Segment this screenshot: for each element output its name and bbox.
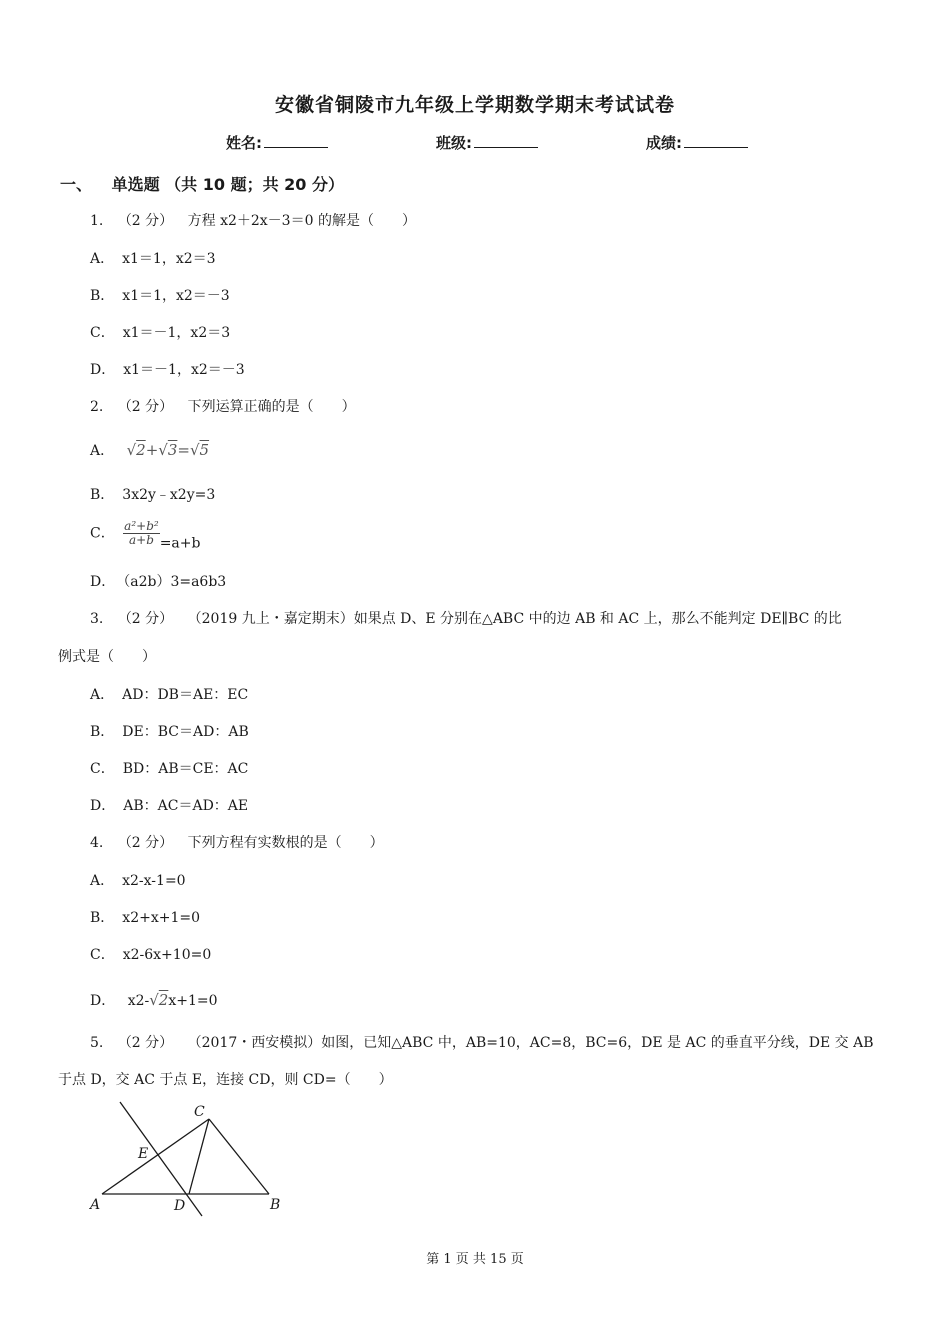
score-field <box>646 132 748 153</box>
option-3c: C． BD：AB＝CE：AC <box>90 761 249 777</box>
question-2 <box>90 396 356 416</box>
class-field <box>436 132 538 153</box>
label-a: A <box>90 1197 101 1213</box>
name-field <box>226 132 328 153</box>
question-stem: （2017・西安模拟）如图，已知△ABC 中，AB=10，AC=8，BC=6，DE 是 AC 的垂直平分线，DE 交 AB <box>187 1035 874 1051</box>
question-number: 2. <box>90 399 104 415</box>
question-points: （2 分） <box>117 611 174 627</box>
option-2a: A． √2+√3=√5 <box>90 441 210 459</box>
question-points: （2 分） <box>117 213 174 229</box>
section-number: 一、 <box>60 175 93 194</box>
label-c: C <box>194 1104 205 1120</box>
option-2b: B． 3x2y﹣x2y=3 <box>90 487 216 503</box>
fraction: $\frac{\text{a²+b²}}{a+b}$ <box>124 519 159 548</box>
segment-bc <box>209 1119 269 1194</box>
question-number: 5. <box>90 1035 104 1051</box>
question-5 <box>90 1032 874 1052</box>
question-number: 4. <box>90 835 104 851</box>
label-d: D <box>174 1198 186 1214</box>
option-3a: A． AD：DB＝AE：EC <box>90 687 249 703</box>
question-number: 1. <box>90 213 104 229</box>
question-stem: 下列运算正确的是（ ） <box>187 399 356 415</box>
option-1b: B． x1＝1，x2＝－3 <box>90 288 230 304</box>
exam-title: 安徽省铜陵市九年级上学期数学期末考试试卷 <box>274 94 675 116</box>
question-points: （2 分） <box>117 835 174 851</box>
option-1d: D． x1＝－1，x2＝－3 <box>90 362 245 378</box>
score-label: 成绩: <box>646 134 682 152</box>
option-2d: D． （a2b）3=a6b3 <box>90 574 227 590</box>
section-heading <box>60 172 344 195</box>
question-points: （2 分） <box>117 1035 174 1051</box>
perpendicular-bisector-de <box>120 1102 202 1216</box>
triangle-figure <box>80 1098 300 1222</box>
option-4d: D． x2-√2x+1=0 <box>90 991 218 1009</box>
option-3b: B． DE：BC＝AD：AB <box>90 724 249 740</box>
option-3d: D． AB：AC＝AD：AE <box>90 798 249 814</box>
question-number: 3. <box>90 611 104 627</box>
name-label: 姓名: <box>226 134 262 152</box>
option-1c: C． x1＝－1，x2＝3 <box>90 325 231 341</box>
score-blank <box>684 133 748 148</box>
question-5-continued: 于点 D，交 AC 于点 E，连接 CD，则 CD=（ ） <box>58 1072 393 1088</box>
question-points: （2 分） <box>117 399 174 415</box>
segment-ac <box>102 1119 209 1194</box>
question-3-continued: 例式是（ ） <box>58 649 156 665</box>
name-blank <box>264 133 328 148</box>
option-4b: B． x2+x+1=0 <box>90 910 201 926</box>
sqrt-expression: √2 <box>149 991 169 1009</box>
class-label: 班级: <box>436 134 472 152</box>
question-1 <box>90 210 416 230</box>
page-footer: 第 1 页 共 15 页 <box>426 1252 524 1267</box>
question-stem: 下列方程有实数根的是（ ） <box>187 835 384 851</box>
label-b: B <box>270 1197 281 1213</box>
class-blank <box>474 133 538 148</box>
question-3 <box>90 608 842 628</box>
option-4c: C． x2-6x+10=0 <box>90 947 212 963</box>
question-4 <box>90 832 384 852</box>
question-stem: 方程 x2＋2x－3＝0 的解是（ ） <box>187 213 416 229</box>
sqrt-expression: √2+√3=√5 <box>126 441 210 459</box>
option-1a: A． x1＝1，x2＝3 <box>90 251 216 267</box>
option-4a: A． x2-x-1=0 <box>90 873 186 889</box>
option-2c: C． $\frac{\text{a²+b²}}{a+b}$ =a+b <box>90 519 201 552</box>
question-stem: （2019 九上・嘉定期末）如果点 D、E 分别在△ABC 中的边 AB 和 AC 上，那么不能判定 DE∥BC 的比 <box>187 611 842 627</box>
label-e: E <box>138 1146 149 1162</box>
section-title: 单选题 （共 10 题；共 20 分） <box>111 175 344 194</box>
